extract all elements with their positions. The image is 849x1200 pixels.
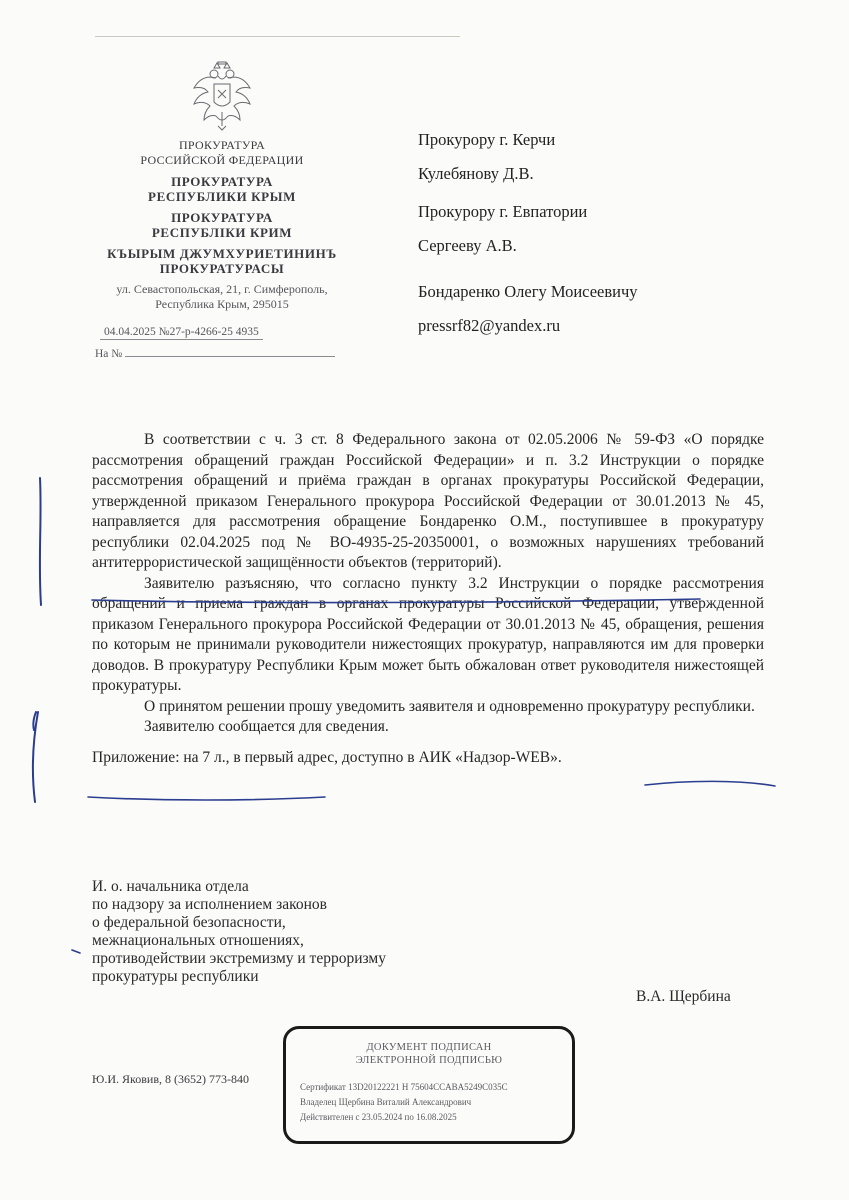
pen-mark-vertical-2 [33,712,38,802]
signatory-line-2: по надзору за исполнением законов [92,896,327,913]
reference-line [95,348,335,360]
signatory-line-3: о федеральной безопасности, [92,914,286,931]
org-ru-line-1: ПРОКУРАТУРА [171,174,273,189]
paragraph-4: Заявителю сообщается для сведения. [144,718,389,735]
paragraph-3: О принятом решении прошу уведомить заявителя и одновременно прокуратуру республики. [144,697,755,715]
signatory-line-6: прокуратуры республики [92,968,259,985]
pen-mark-vertical-1 [40,478,41,605]
org-ua-line-2: РЕСПУБЛIКИ КРИМ [151,225,293,240]
recipient-3-name: Бондаренко Олегу Моисеевичу [418,282,638,301]
letter-body [92,430,764,768]
reference-blank [125,356,335,357]
reference-label: На № [95,348,123,360]
org-ua-line-1: ПРОКУРАТУРА [171,210,273,225]
recipient-2-title: Прокурору г. Евпатории [418,202,588,221]
executor-contact: Ю.И. Яковив, 8 (3652) 773-840 [92,1072,249,1086]
top-rule [95,36,460,37]
stamp-certificate: Сертификат 13D20122221 Н 75604CCABA5249C035C [300,1082,508,1092]
stamp-title-2: ЭЛЕКТРОННОЙ ПОДПИСЬЮ [355,1055,503,1066]
address-line-2: Республика Крым, 295015 [155,297,289,311]
recipient-2-name: Сергееву А.В. [418,236,517,255]
signatory-position [92,878,386,986]
stamp-title-1: ДОКУМЕНТ ПОДПИСАН [366,1042,492,1053]
letterhead-line-1: ПРОКУРАТУРА [178,138,266,152]
recipients-block [418,130,638,336]
pen-underline-3 [88,797,325,800]
stamp-validity: Действителен с 23.05.2024 по 16.08.2025 [300,1112,457,1122]
electronic-signature-stamp [283,1026,575,1144]
org-ru-line-2: РЕСПУБЛИКИ КРЫМ [148,189,296,204]
double-headed-eagle-emblem-icon [190,60,254,132]
signatory-line-4: межнациональных отношениях, [92,932,304,949]
org-crh-line-2: ПРОКУРАТУРАСЫ [159,261,285,276]
pen-underline-2 [645,781,775,786]
paragraph-2: Заявителю разъясняю, что согласно пункту 3.2 Инструкции о порядке рассмотрения обращений и приема граждан в органах прокуратуры Российской Федерации, утвержденной приказом Генерального прокурора Российской Федерации от 30.01.2013 № 45, обращения, решения по которым не принимали руководители нижестоящих прокуратур, направляются им для проверки доводов. В прокуратуру Республики Крым может быть обжалован ответ руководителя нижестоящей прокуратуры. [92,574,764,694]
registration-line [100,326,263,340]
org-crh-line-1: КЪЫРЫМ ДЖУМХУРИЕТИНИНЪ [107,246,337,261]
address-line-1: ул. Севастопольская, 21, г. Симферополь, [116,282,328,296]
recipient-1-name: Кулебянову Д.В. [418,164,534,183]
signatory-name: В.А. Щербина [636,988,731,1005]
attachment-note: Приложение: на 7 л., в первый адрес, доступно в АИК «Надзор-WEB». [92,748,562,766]
paragraph-1: В соответствии с ч. 3 ст. 8 Федерального закона от 02.05.2006 № 59-ФЗ «О порядке рассмотрения обращений граждан Российской Федерации» и п. 3.2 Инструкции о порядке рассмотрения обращений и приёма граждан в органах прокуратуры Российской Федерации, утвержденной приказом Генерального прокурора Российской Федерации от 30.01.2013 № 45, направляется для рассмотрения обращение Бондаренко О.М., поступившее в прокуратуру республики 02.04.2025 под № ВО-4935-25-20350001, о возможных нарушениях требований антитеррористической защищённости объектов (территорий). [92,431,764,571]
recipient-3-email: pressrf82@yandex.ru [418,316,561,335]
recipient-1-title: Прокурору г. Керчи [418,130,556,149]
registration-number: 04.04.2025 №27-р-4266-25 4935 [100,326,263,340]
signatory-line-1: И. о. начальника отдела [92,878,249,895]
pen-dot-mark [72,950,80,953]
letterhead-line-2: РОССИЙСКОЙ ФЕДЕРАЦИИ [140,153,304,167]
stamp-owner: Владелец Щербина Виталий Александрович [300,1097,472,1107]
signatory-line-5: противодействии экстремизму и терроризму [92,950,386,967]
letterhead [92,60,352,312]
